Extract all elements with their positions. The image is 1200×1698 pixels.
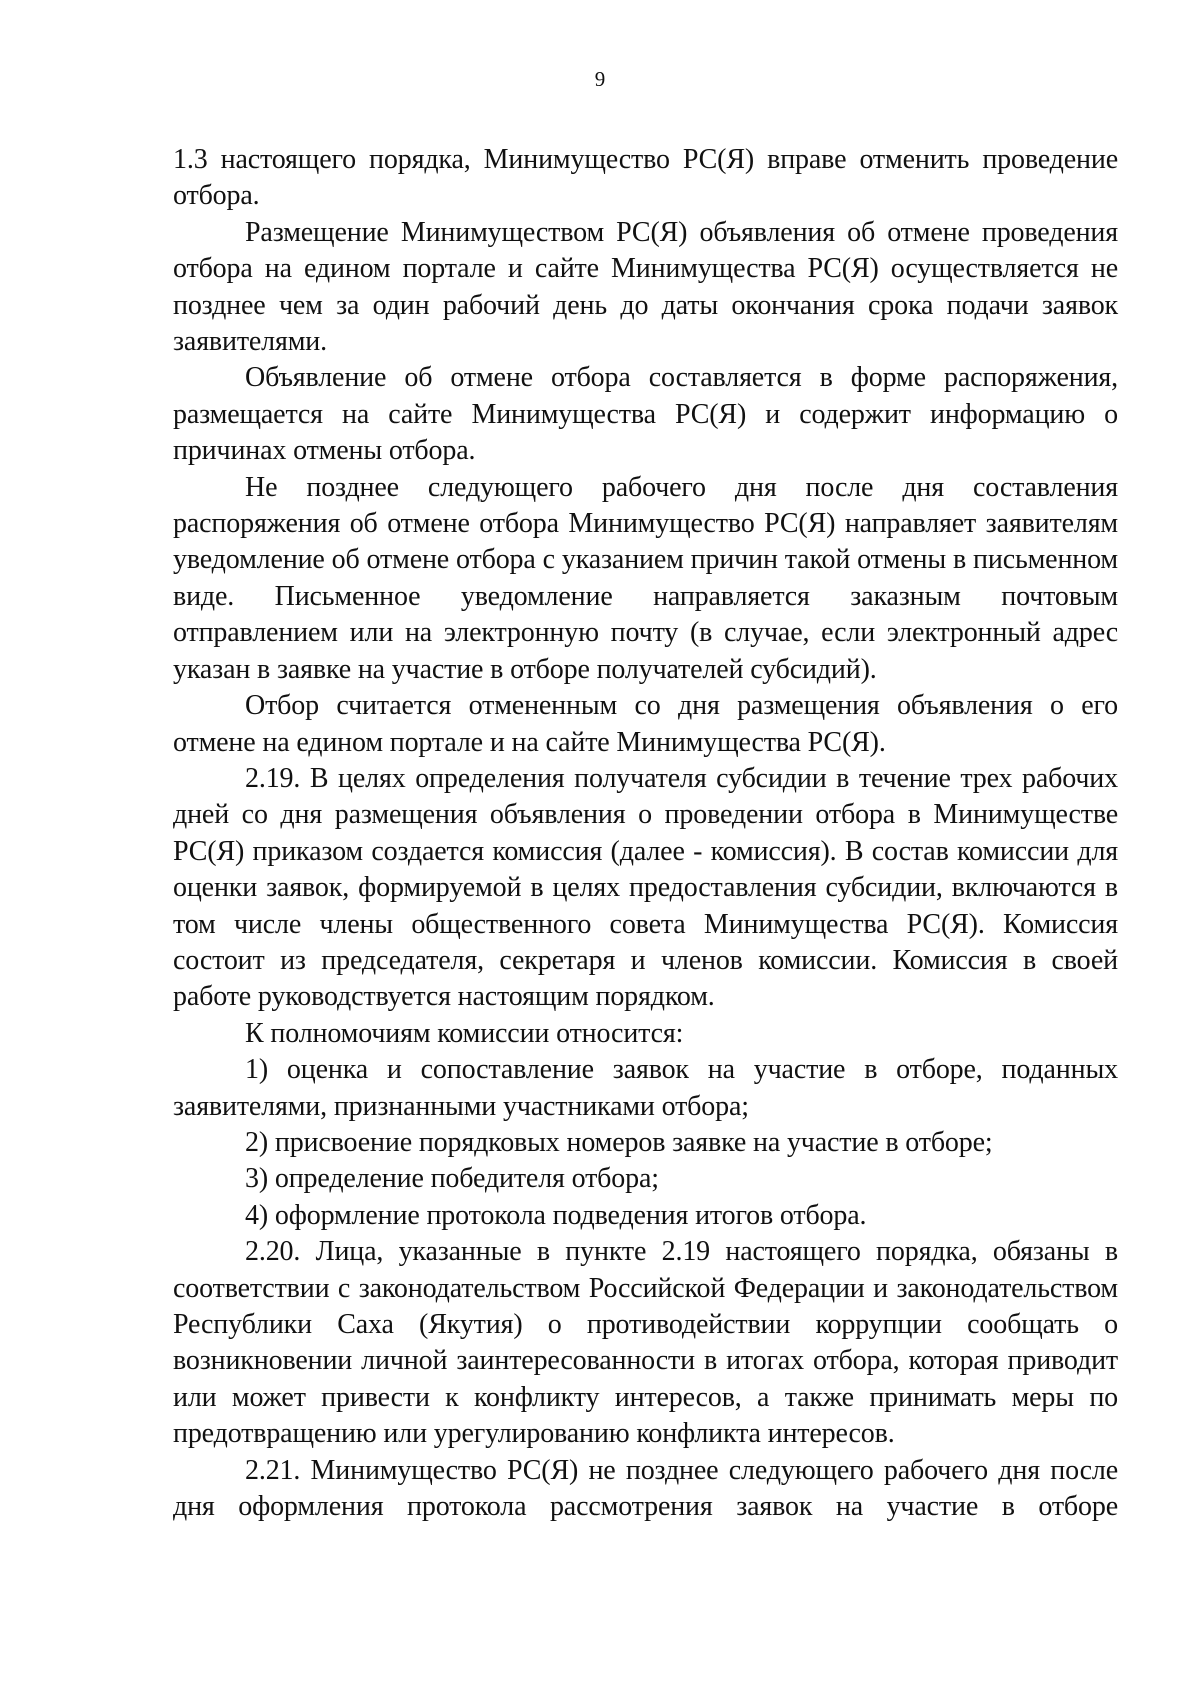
paragraph-commission-powers-heading: К полномочиям комиссии относится:: [245, 1017, 684, 1049]
list-item-commission-power-4: 4) оформление протокола подведения итогов отбора.: [245, 1199, 867, 1231]
paragraph-cancellation-right: 1.3 настоящего порядка, Минимущество РС(Я) вправе отменить проведение отбора.: [173, 144, 1118, 212]
paragraph-cancellation-publication: Размещение Минимуществом РС(Я) объявления об отмене проведения отбора на едином портале и сайте Минимущества РС(Я) осуществляется не позднее чем за один рабочий день до даты окончания срока подачи заявок заявителями.: [173, 216, 1118, 358]
page-number: 9: [594, 67, 606, 91]
document-body: [173, 142, 1118, 1525]
paragraph-cancellation-effective: Отбор считается отмененным со дня размещения объявления о его отмене на едином портале и на сайте Минимущества РС(Я).: [173, 690, 1118, 758]
paragraph-clause-2-20: 2.20. Лица, указанные в пункте 2.19 настоящего порядка, обязаны в соответствии с законодательством Российской Федерации и законодательством Республики Саха (Якутия) о противодействии коррупции сообщать о возникновении личной заинтересованности в итогах отбора, которая приводит или может привести к конфликту интересов, а также принимать меры по предотвращению или урегулированию конфликта интересов.: [173, 1236, 1118, 1450]
paragraph-clause-2-21: 2.21. Минимущество РС(Я) не позднее следующего рабочего дня после дня оформления протокола рассмотрения заявок на участие в отборе: [173, 1454, 1118, 1523]
paragraph-clause-2-19: 2.19. В целях определения получателя субсидии в течение трех рабочих дней со дня размещения объявления о проведении отбора в Минимуществе РС(Я) приказом создается комиссия (далее - комиссия). В состав комиссии для оценки заявок, формируемой в целях предоставления субсидии, включаются в том числе члены общественного совета Минимущества РС(Я). Комиссия состоит из председателя, секретаря и членов комиссии. Комиссия в своей работе руководствуется настоящим порядком.: [173, 762, 1118, 1013]
list-item-commission-power-1: 1) оценка и сопоставление заявок на участие в отборе, поданных заявителями, признанными участниками отбора;: [173, 1054, 1118, 1122]
list-item-commission-power-3: 3) определение победителя отбора;: [245, 1163, 659, 1195]
list-item-commission-power-2: 2) присвоение порядковых номеров заявке на участие в отборе;: [245, 1126, 993, 1158]
paragraph-cancellation-announcement: Объявление об отмене отбора составляется в форме распоряжения, размещается на сайте Минимущества РС(Я) и содержит информацию о причинах отмены отбора.: [173, 362, 1118, 467]
paragraph-applicant-notification: Не позднее следующего рабочего дня после дня составления распоряжения об отмене отбора Минимущество РС(Я) направляет заявителям уведомление об отмене отбора с указанием причин такой отмены в письменном виде. Письменное уведомление направляется заказным почтовым отправлением или на электронную почту (в случае, если электронный адрес указан в заявке на участие в отборе получателей субсидий).: [173, 471, 1118, 685]
